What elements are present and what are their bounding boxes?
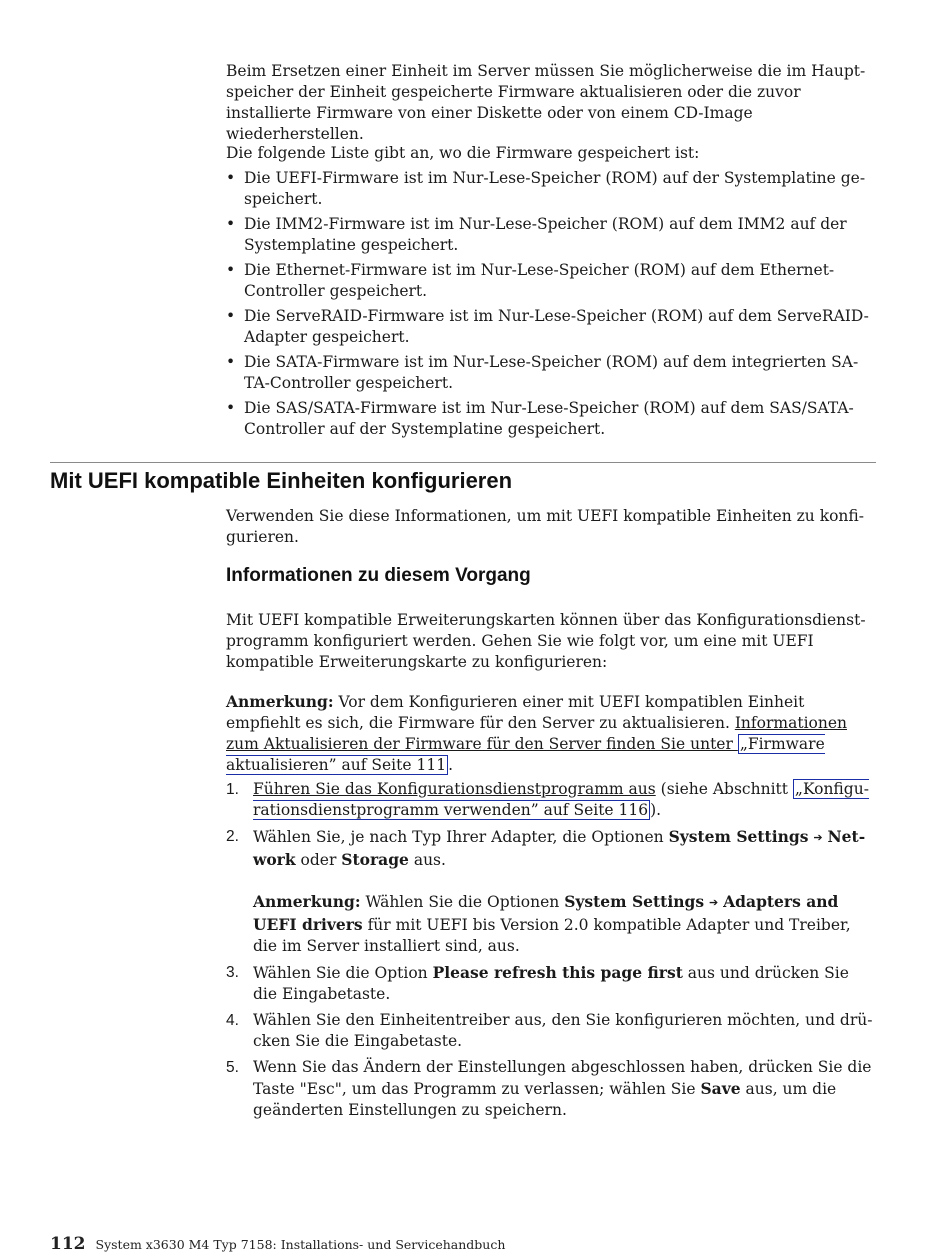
step-5 — [226, 1057, 876, 1121]
note-label: Anmerkung: — [253, 892, 361, 911]
step-note — [253, 891, 876, 957]
step-text: aus, um die geänderten Einstellungen zu speichern. — [253, 1080, 837, 1119]
section-purpose: Verwenden Sie diese Informationen, um mit UEFI kompatible Einheiten zu konfigurieren. — [226, 507, 864, 546]
menu-arrow-icon: ➔ — [813, 831, 823, 844]
note-text: Wählen Sie die Optionen — [360, 893, 565, 911]
page-footer — [50, 1235, 505, 1254]
step-number: 5. — [226, 1059, 239, 1076]
list-item: • Die IMM2-Firmware ist im Nur-Lese-Speicher (ROM) auf dem IMM2 auf der Systemplatine gespeichert. — [226, 214, 876, 256]
menu-arrow-icon: ➔ — [709, 896, 719, 909]
note-text: für mit UEFI bis Version 2.0 kompatible Adapter und Treiber, die im Server installiert sind, aus. — [253, 916, 851, 955]
firmware-update-link[interactable]: „Firmware aktualisieren” auf Seite 111 — [226, 735, 825, 774]
procedure-steps — [226, 779, 876, 1126]
intro-paragraph: Beim Ersetzen einer Einheit im Server müssen Sie möglicherweise die im Hauptspeicher der Einheit gespeicherte Firmware aktualisieren oder die zuvor installierte Firmware von einer Diskette oder von einem CD-Image wiederherstellen. — [226, 62, 866, 143]
menu-option: Adapters and UEFI drivers — [253, 892, 839, 934]
step-text: Wählen Sie die Option — [253, 964, 433, 982]
note-text: Vor dem Konfigurieren einer mit UEFI kompatiblen Einheit empfiehlt es sich, die Firmware für den Server zu aktualisieren. — [226, 693, 805, 732]
step-text: Führen Sie das Konfigurationsdienstprogramm aus — [253, 780, 656, 798]
note-paragraph — [226, 691, 876, 776]
list-item: • Die Ethernet-Firmware ist im Nur-Lese-Speicher (ROM) auf dem Ethernet-Controller gespeichert. — [226, 260, 876, 302]
step-3 — [226, 962, 876, 1005]
step-text: aus. — [408, 851, 446, 869]
about-paragraph: Mit UEFI kompatible Erweiterungskarten können über das Konfigurationsdienstprogramm konfiguriert werden. Gehen Sie wie folgt vor, um eine mit UEFI kompatible Erweiterungskarte zu konfigurieren: — [226, 611, 866, 671]
step-1 — [226, 779, 876, 821]
step-text: (siehe Abschnitt — [655, 780, 793, 798]
step-text: ). — [650, 801, 662, 819]
step-number: 4. — [226, 1012, 239, 1029]
book-title: System x3630 M4 Typ 7158: Installations- und Servicehandbuch — [95, 1237, 506, 1252]
list-item: • Die SAS/SATA-Firmware ist im Nur-Lese-Speicher (ROM) auf dem SAS/SATA-Controller auf der Systemplatine gespeichert. — [226, 398, 876, 440]
menu-option: Save — [700, 1079, 741, 1098]
step-number: 2. — [226, 828, 239, 845]
step-number: 3. — [226, 964, 239, 981]
note-label: Anmerkung: — [226, 692, 334, 711]
menu-option: Storage — [341, 850, 409, 869]
step-4 — [226, 1010, 876, 1052]
setup-utility-link[interactable]: „Konfigurationsdienstprogramm verwenden” auf Seite 116 — [253, 780, 869, 819]
menu-option: Network — [253, 827, 866, 869]
step-text: Wählen Sie den Einheitentreiber aus, den Sie konfigurieren möchten, und drücken Sie die Eingabetaste. — [253, 1011, 873, 1050]
section-title: Mit UEFI kompatible Einheiten konfigurieren — [50, 468, 513, 493]
page-number: 112 — [50, 1234, 86, 1254]
list-item: • Die UEFI-Firmware ist im Nur-Lese-Speicher (ROM) auf der Systemplatine gespeichert. — [226, 168, 876, 210]
subheading: Informationen zu diesem Vorgang — [226, 565, 531, 586]
section-divider — [50, 462, 876, 463]
note-underlined-text: Informationen zum Aktualisieren der Firmware für den Server finden Sie unter — [226, 714, 847, 753]
menu-option: System Settings — [564, 892, 705, 911]
firmware-location-list — [226, 168, 876, 444]
step-text: oder — [295, 851, 342, 869]
step-number: 1. — [226, 781, 239, 798]
step-2 — [226, 826, 876, 957]
list-item: • Die SATA-Firmware ist im Nur-Lese-Speicher (ROM) auf dem integrierten SATA-Controller gespeichert. — [226, 352, 876, 394]
note-end: . — [448, 756, 453, 774]
step-text: aus und drücken Sie die Eingabetaste. — [253, 964, 849, 1003]
step-text: Wählen Sie, je nach Typ Ihrer Adapter, die Optionen — [253, 828, 669, 846]
firmware-list-intro: Die folgende Liste gibt an, wo die Firmware gespeichert ist: — [226, 144, 700, 162]
menu-option: System Settings — [668, 827, 809, 846]
menu-option: Please refresh this page first — [432, 963, 683, 982]
list-item: • Die ServeRAID-Firmware ist im Nur-Lese-Speicher (ROM) auf dem ServeRAID-Adapter gespeichert. — [226, 306, 876, 348]
step-text: Wenn Sie das Ändern der Einstellungen abgeschlossen haben, drücken Sie die Taste "Esc", um das Programm zu verlassen; wählen Sie — [253, 1058, 872, 1098]
